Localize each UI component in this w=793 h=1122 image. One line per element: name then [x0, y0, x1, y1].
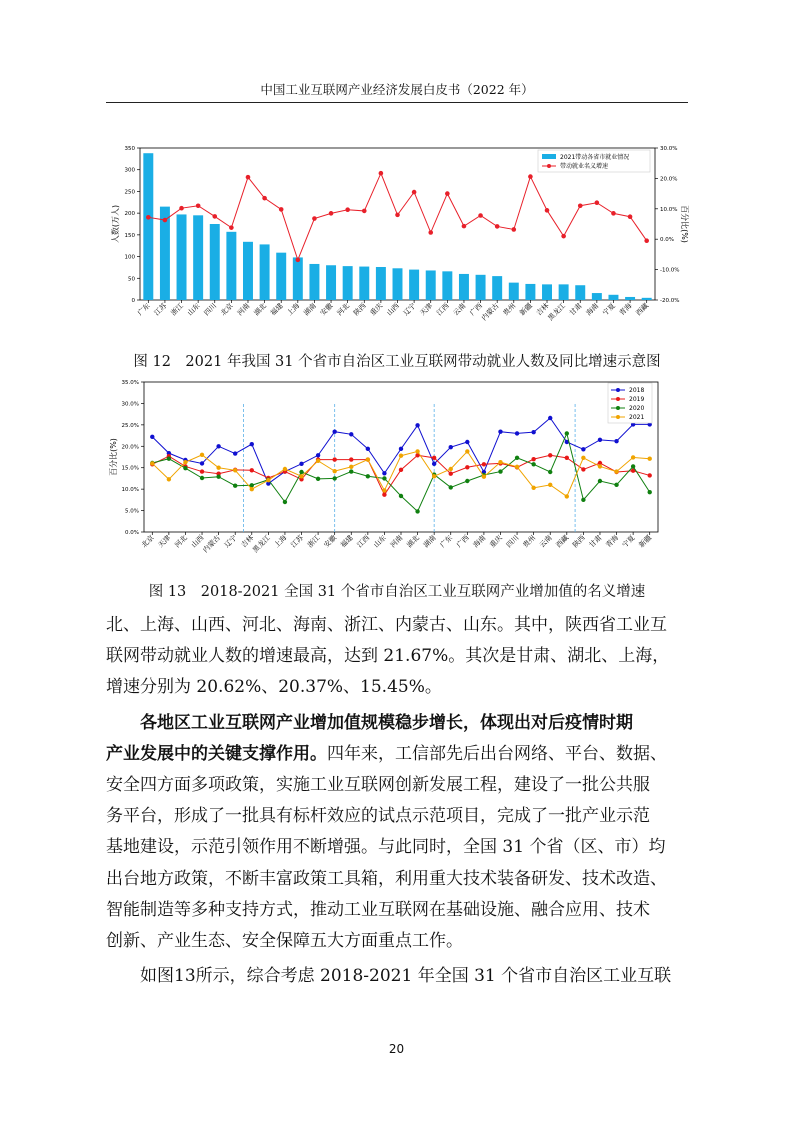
- growth-point: [495, 224, 500, 229]
- series-point: [216, 475, 220, 479]
- series-point: [167, 457, 171, 461]
- x-tick-label: 安徽: [322, 533, 339, 550]
- legend-label: 2020: [629, 405, 645, 413]
- series-point: [565, 431, 569, 435]
- x-tick-label: 辽宁: [401, 301, 418, 318]
- series-point: [349, 465, 353, 469]
- series-point: [399, 468, 403, 472]
- series-point: [565, 456, 569, 460]
- series-point: [598, 479, 602, 483]
- figure-13-caption: 图 13 2018-2021 全国 31 个省市自治区工业互联网产业增加值的名义增速: [148, 584, 646, 600]
- x-tick-label: 新疆: [518, 301, 534, 318]
- bar: [177, 214, 187, 300]
- series-point: [432, 474, 436, 478]
- growth-point: [262, 196, 267, 201]
- series-point: [283, 500, 287, 504]
- series-point: [631, 464, 635, 468]
- paragraph-line: [106, 708, 690, 739]
- series-point: [316, 459, 320, 463]
- x-tick-label: 天津: [418, 301, 435, 318]
- series-point: [465, 479, 469, 483]
- y-tick-label: 0: [131, 298, 135, 304]
- series-point: [531, 430, 535, 434]
- series-point: [515, 431, 519, 435]
- paragraph-line: 智能制造等多种支持方式，推动工业互联网在基础设施、融合应用、技术: [106, 899, 650, 920]
- y-tick-label-right: 20.0%: [660, 176, 678, 183]
- series-point: [614, 483, 618, 487]
- y-axis-label: 百分比(%): [109, 438, 118, 476]
- x-tick-label: 山西: [385, 301, 401, 318]
- bar: [525, 284, 535, 300]
- x-tick-label: 云南: [451, 301, 468, 318]
- series-point: [167, 477, 171, 481]
- series-point: [432, 456, 436, 460]
- legend-label: 2021带动各省市就业情况: [560, 154, 630, 161]
- series-point: [299, 462, 303, 466]
- figure-12-chart: [110, 138, 690, 340]
- x-tick-label: 广东: [438, 533, 455, 550]
- y-tick-label-right: -10.0%: [660, 267, 680, 274]
- growth-point: [395, 213, 400, 218]
- x-tick-label: 贵州: [521, 533, 538, 550]
- series-point: [531, 457, 535, 461]
- bold-lead: 产业发展中的关键支撑作用。: [106, 743, 327, 764]
- series-point: [349, 432, 353, 436]
- series-point: [233, 451, 237, 455]
- x-tick-label: 福建: [339, 533, 355, 550]
- series-point: [233, 468, 237, 472]
- series-point: [399, 494, 403, 498]
- paragraph-line: 务平台，形成了一批具有标杆效应的试点示范项目，完成了一批产业示范: [106, 806, 650, 827]
- x-tick-label: 重庆: [368, 301, 385, 318]
- x-tick-label: 广东: [136, 301, 152, 318]
- series-point: [581, 456, 585, 460]
- x-tick-label: 湖南: [302, 301, 318, 318]
- series-point: [498, 460, 502, 464]
- series-point: [581, 467, 585, 471]
- page-number: 20: [388, 1042, 405, 1056]
- series-point: [366, 457, 370, 461]
- y-tick-label: 10.0%: [121, 487, 139, 494]
- y-tick-label: 35.0%: [121, 380, 139, 386]
- figure-12-caption: 图 12 2021 年我国 31 个省市自治区工业互联网带动就业人数及同比增速示意图: [133, 354, 661, 370]
- series-point: [382, 493, 386, 497]
- bar: [442, 271, 452, 300]
- series-point: [548, 416, 552, 420]
- bar: [492, 276, 502, 300]
- x-tick-label: 湖北: [252, 301, 269, 318]
- x-tick-label: 河北: [335, 301, 352, 318]
- growth-point: [578, 203, 583, 208]
- growth-point: [329, 211, 334, 216]
- series-point: [515, 465, 519, 469]
- x-tick-label: 西藏: [554, 533, 571, 550]
- series-point: [482, 475, 486, 479]
- series-point: [200, 476, 204, 480]
- x-tick-label: 江苏: [152, 301, 169, 318]
- bar: [625, 297, 635, 300]
- x-tick-label: 四川: [202, 301, 219, 318]
- y-tick-label: 150: [124, 232, 135, 239]
- series-point: [150, 435, 154, 439]
- series-point: [382, 471, 386, 475]
- growth-point: [412, 190, 417, 195]
- series-point: [648, 473, 652, 477]
- growth-point: [146, 215, 151, 220]
- x-tick-label: 北京: [140, 533, 156, 550]
- paragraph-text: 四年来，工信部先后出台网络、平台、数据、: [327, 743, 667, 764]
- growth-point: [428, 230, 433, 235]
- bar: [575, 285, 585, 300]
- x-tick-label: 北京: [219, 301, 235, 318]
- series-point: [332, 469, 336, 473]
- bar: [326, 265, 336, 300]
- bar: [409, 270, 419, 300]
- x-tick-label: 重庆: [488, 533, 504, 550]
- series-point: [415, 509, 419, 513]
- series-point: [216, 466, 220, 470]
- series-point: [332, 430, 336, 434]
- y-axis-label-right: 百分比(%): [680, 205, 689, 243]
- x-tick-label: 四川: [504, 533, 521, 550]
- x-tick-label: 广西: [468, 301, 484, 318]
- growth-point: [528, 174, 533, 179]
- y-tick-label: 20.0%: [121, 444, 139, 451]
- series-point: [449, 485, 453, 489]
- bar: [260, 244, 270, 300]
- x-tick-label: 江西: [435, 301, 451, 318]
- bar: [459, 274, 469, 300]
- series-point: [565, 494, 569, 498]
- x-tick-label: 安徽: [318, 301, 335, 318]
- y-axis-label: 人数(万人): [111, 204, 120, 244]
- series-point: [581, 498, 585, 502]
- bar: [426, 270, 436, 300]
- growth-point: [179, 206, 184, 211]
- x-tick-label: 浙江: [305, 533, 322, 550]
- x-tick-label: 黑龙江: [251, 533, 272, 555]
- legend-swatch-marker: [616, 397, 620, 401]
- series-point: [415, 423, 419, 427]
- y-tick-label: 100: [124, 254, 135, 261]
- x-tick-label: 吉林: [534, 301, 551, 318]
- x-tick-label: 青海: [604, 533, 620, 550]
- growth-point: [362, 209, 367, 214]
- y-tick-label: 30.0%: [121, 401, 139, 408]
- bar: [343, 266, 353, 300]
- growth-point: [296, 258, 301, 263]
- series-point: [548, 453, 552, 457]
- bar: [276, 253, 286, 300]
- y-tick-label-right: 10.0%: [660, 206, 678, 213]
- y-tick-label: 50: [128, 276, 135, 283]
- y-tick-label: 200: [124, 211, 135, 218]
- page-header: 中国工业互联网产业经济发展白皮书（2022 年）: [260, 82, 534, 97]
- series-point: [233, 484, 237, 488]
- series-point: [150, 461, 154, 465]
- legend-label: 2019: [629, 396, 645, 404]
- series-point: [316, 453, 320, 457]
- growth-point: [345, 207, 350, 212]
- x-tick-label: 陕西: [352, 301, 368, 318]
- growth-point: [445, 191, 450, 196]
- y-tick-label: 5.0%: [125, 508, 139, 515]
- series-point: [183, 466, 187, 470]
- y-tick-label: 15.0%: [121, 465, 139, 472]
- bar: [193, 215, 203, 300]
- x-tick-label: 天津: [156, 533, 173, 550]
- series-point: [399, 447, 403, 451]
- legend-swatch-marker: [547, 164, 551, 168]
- series-point: [614, 439, 618, 443]
- y-tick-label: 0.0%: [125, 530, 139, 536]
- series-point: [349, 457, 353, 461]
- legend-label: 2021: [629, 414, 645, 422]
- series-point: [332, 457, 336, 461]
- growth-point: [379, 171, 384, 176]
- x-tick-label: 河北: [173, 533, 189, 550]
- series-point: [415, 449, 419, 453]
- x-tick-label: 上海: [272, 533, 289, 550]
- series-point: [631, 455, 635, 459]
- legend-swatch-marker: [616, 406, 620, 410]
- bar: [293, 257, 303, 300]
- series-point: [250, 442, 254, 446]
- x-tick-label: 海南: [471, 533, 488, 550]
- growth-point: [478, 213, 483, 218]
- x-tick-label: 海南: [584, 301, 601, 318]
- growth-point: [246, 175, 251, 180]
- bar: [143, 153, 153, 300]
- bar: [210, 224, 220, 300]
- bar: [226, 232, 236, 300]
- x-tick-label: 江西: [355, 533, 372, 550]
- growth-point: [644, 238, 649, 243]
- bar: [642, 298, 652, 300]
- series-point: [366, 474, 370, 478]
- legend-label: 带动就业名义增速: [560, 163, 609, 170]
- paragraph-line: 出台地方政策，不断丰富政策工具箱，利用重大技术装备研发、技术改造、: [106, 868, 667, 889]
- series-point: [382, 476, 386, 480]
- x-tick-label: 山东: [372, 533, 388, 550]
- series-point: [200, 453, 204, 457]
- x-tick-label: 浙江: [169, 301, 185, 318]
- bar: [376, 267, 386, 300]
- bar: [592, 293, 602, 300]
- growth-point: [212, 214, 217, 219]
- series-point: [581, 447, 585, 451]
- legend-swatch-bar: [542, 154, 556, 159]
- x-tick-label: 陕西: [571, 533, 587, 550]
- series-point: [449, 445, 453, 449]
- series-point: [465, 465, 469, 469]
- series-point: [598, 438, 602, 442]
- paragraph-line: 联网带动就业人数的增速最高，达到 21.67%。其次是甘肃、湖北、上海，: [106, 646, 670, 667]
- series-point: [515, 456, 519, 460]
- header-rule: [106, 102, 688, 103]
- series-point: [316, 477, 320, 481]
- growth-point: [628, 214, 633, 219]
- x-tick-label: 内蒙古: [201, 533, 223, 555]
- series-point: [200, 469, 204, 473]
- series-point: [299, 470, 303, 474]
- growth-point: [611, 211, 616, 216]
- paragraph-line: 北、上海、山西、河北、海南、浙江、内蒙古、山东。其中，陕西省工业互: [106, 615, 667, 635]
- series-point: [200, 461, 204, 465]
- growth-point: [462, 224, 467, 229]
- series-point: [614, 469, 618, 473]
- series-point: [548, 483, 552, 487]
- series-point: [349, 469, 353, 473]
- x-tick-label: 福建: [269, 301, 285, 318]
- series-point: [299, 474, 303, 478]
- growth-point: [511, 227, 516, 232]
- series-point: [531, 486, 535, 490]
- x-tick-label: 河南: [388, 533, 405, 550]
- y-tick-label: 25.0%: [121, 422, 139, 429]
- x-tick-label: 上海: [285, 301, 302, 318]
- growth-point: [163, 218, 168, 223]
- x-tick-label: 贵州: [501, 301, 518, 318]
- y-tick-label: 300: [124, 167, 135, 174]
- series-point: [266, 478, 270, 482]
- bar: [559, 284, 569, 300]
- x-tick-label: 湖南: [422, 533, 438, 550]
- series-point: [382, 488, 386, 492]
- series-point: [250, 468, 254, 472]
- legend-label: 2018: [629, 387, 645, 395]
- bold-lead: 各地区工业互联网产业增加值规模稳步增长，体现出对后疫情时期: [140, 712, 633, 733]
- paragraph-line: 如图13所示，综合考虑 2018-2021 年全国 31 个省市自治区工业互联: [140, 966, 672, 987]
- x-tick-label: 山西: [189, 533, 206, 550]
- series-point: [432, 462, 436, 466]
- legend-swatch-marker: [616, 388, 620, 392]
- x-tick-label: 辽宁: [223, 533, 239, 550]
- paragraph-line: 安全四方面多项政策，实施工业互联网创新发展工程，建设了一批公共服: [106, 775, 650, 796]
- growth-point: [196, 203, 201, 208]
- bar: [309, 264, 319, 300]
- x-tick-label: 黑龙江: [546, 301, 568, 323]
- series-point: [465, 449, 469, 453]
- x-tick-label: 吉林: [239, 533, 256, 550]
- x-tick-label: 内蒙古: [480, 301, 501, 323]
- paragraph-line: 增速分别为 20.62%、20.37%、15.45%。: [106, 677, 442, 698]
- legend-swatch-marker: [616, 415, 620, 419]
- x-tick-label: 宁夏: [601, 301, 617, 318]
- x-tick-label: 甘肃: [568, 301, 584, 318]
- x-tick-label: 江苏: [289, 533, 305, 550]
- y-tick-label-right: -20.0%: [660, 298, 680, 304]
- series-point: [548, 470, 552, 474]
- series-point: [449, 472, 453, 476]
- x-tick-label: 宁夏: [620, 533, 637, 550]
- paragraph-line: [106, 739, 690, 770]
- series-point: [498, 430, 502, 434]
- growth-point: [561, 234, 566, 239]
- bar: [393, 268, 403, 300]
- x-tick-label: 湖北: [405, 533, 421, 550]
- x-tick-label: 甘肃: [587, 533, 604, 550]
- series-point: [598, 464, 602, 468]
- body-text: [106, 610, 690, 992]
- series-point: [482, 462, 486, 466]
- figure-13-chart: [108, 377, 688, 569]
- growth-point: [545, 208, 550, 213]
- growth-point: [312, 216, 317, 221]
- series-point: [399, 454, 403, 458]
- x-tick-label: 云南: [538, 533, 554, 550]
- paragraph-line: 基地建设，示范引领作用不断增强。与此同时，全国 31 个省（区、市）均: [106, 837, 666, 858]
- growth-point: [279, 207, 284, 212]
- series-point: [183, 460, 187, 464]
- growth-point: [595, 200, 600, 205]
- series-point: [332, 476, 336, 480]
- bar: [359, 267, 369, 300]
- x-tick-label: 西藏: [634, 301, 651, 318]
- x-tick-label: 青海: [617, 301, 634, 318]
- series-point: [648, 490, 652, 494]
- series-point: [283, 467, 287, 471]
- series-point: [250, 487, 254, 491]
- growth-point: [229, 225, 234, 230]
- bar: [243, 242, 253, 300]
- y-tick-label: 250: [124, 189, 135, 196]
- y-tick-label-right: 0.0%: [660, 237, 674, 244]
- x-tick-label: 广西: [455, 533, 471, 550]
- x-tick-label: 河南: [235, 301, 252, 318]
- y-tick-label: 350: [124, 146, 135, 152]
- x-tick-label: 山东: [186, 301, 202, 318]
- series-point: [531, 462, 535, 466]
- series-point: [648, 457, 652, 461]
- series-point: [465, 440, 469, 444]
- paragraph-line: 创新、产业生态、安全保障五大方面重点工作。: [106, 931, 463, 952]
- series-point: [498, 469, 502, 473]
- x-tick-label: 新疆: [637, 533, 654, 550]
- bar: [608, 295, 618, 300]
- bar: [476, 275, 486, 300]
- series-point: [216, 444, 220, 448]
- series-point: [449, 467, 453, 471]
- series-point: [366, 447, 370, 451]
- bar: [542, 284, 552, 300]
- bar: [509, 283, 519, 300]
- y-tick-label-right: 30.0%: [660, 146, 678, 152]
